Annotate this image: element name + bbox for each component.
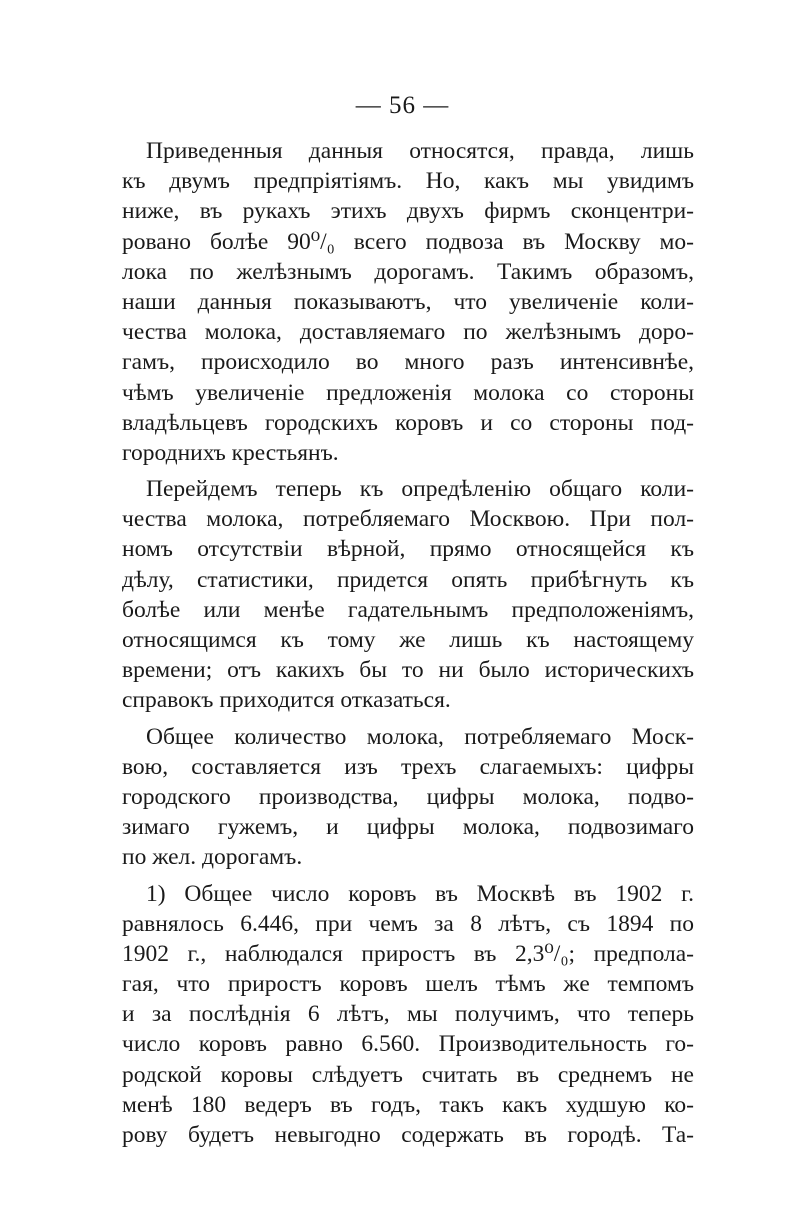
- text-line: городского производства, цифры молока, подво-: [122, 783, 694, 810]
- body-text: [122, 136, 694, 1150]
- text-line: 1) Общее число коровъ въ Москвѣ въ 1902 г.: [146, 880, 694, 907]
- text-line: рову будетъ невыгодно содержать въ городѣ. Та-: [122, 1122, 694, 1148]
- text-line: 1902 г., наблюдался приростъ въ 2,3⁰/₀; предпола-: [122, 940, 694, 967]
- text-line: Приведенныя данныя относятся, правда, лишь: [146, 138, 694, 164]
- text-line: ниже, въ рукахъ этихъ двухъ фирмъ сконцентри-: [122, 198, 694, 225]
- paragraph-1: [122, 136, 694, 468]
- text-line: равнялось 6.446, при чемъ за 8 лѣтъ, съ 1894 по: [122, 910, 694, 937]
- text-line: времени; отъ какихъ бы то ни было историческихъ: [122, 657, 694, 684]
- text-line: болѣе или менѣе гадательнымъ предположеніямъ,: [122, 596, 694, 623]
- text-line: Перейдемъ теперь къ опредѣленію общаго коли-: [146, 476, 694, 503]
- text-line: наши данныя показываютъ, что увеличеніе коли-: [122, 288, 694, 315]
- text-line: гая, что приростъ коровъ шелъ тѣмъ же темпомъ: [122, 971, 694, 998]
- paragraph-3: [122, 722, 694, 873]
- text-line: вою, составляется изъ трехъ слагаемыхъ: цифры: [122, 753, 694, 780]
- page-number: — 56 —: [355, 92, 450, 119]
- text-line: владѣльцевъ городскихъ коровъ и со стороны под-: [122, 409, 694, 436]
- text-line: дѣлу, статистики, придется опять прибѣгнуть къ: [122, 566, 694, 593]
- text-line: гамъ, происходило во много разъ интенсивнѣе,: [122, 349, 694, 376]
- text-line: ровано болѣе 90⁰/₀ всего подвоза въ Москву мо-: [122, 228, 694, 255]
- text-line: справокъ приходится отказаться.: [122, 687, 451, 714]
- text-line: относящимся къ тому же лишь къ настоящему: [122, 627, 694, 653]
- text-line: зимаго гужемъ, и цифры молока, подвозимаго: [122, 814, 694, 841]
- text-line: число коровъ равно 6.560. Производительность го-: [122, 1031, 694, 1058]
- text-line: чества молока, доставляемаго по желѣзнымъ доро-: [122, 319, 694, 346]
- text-line: чества молока, потребляемаго Москвою. При пол-: [122, 506, 694, 533]
- text-line: къ двумъ предпріятіямъ. Но, какъ мы увидимъ: [122, 168, 694, 195]
- text-line: номъ отсутствіи вѣрной, прямо относящейся къ: [122, 536, 694, 563]
- text-line: и за послѣднія 6 лѣтъ, мы получимъ, что теперь: [122, 1001, 694, 1028]
- text-line: городнихъ крестьянъ.: [122, 439, 339, 466]
- text-line: чѣмъ увеличеніе предложенія молока со стороны: [122, 379, 694, 406]
- text-line: по жел. дорогамъ.: [122, 844, 303, 871]
- text-line: родской коровы слѣдуетъ считать въ среднемъ не: [122, 1061, 694, 1088]
- paragraph-4: [122, 879, 694, 1151]
- paragraph-2: [122, 474, 694, 716]
- text-line: лока по желѣзнымъ дорогамъ. Такимъ образомъ,: [122, 258, 694, 285]
- text-line: Общее количество молока, потребляемаго Моск-: [146, 723, 694, 750]
- text-line: менѣ 180 ведеръ въ годъ, такъ какъ худшую ко-: [122, 1091, 694, 1118]
